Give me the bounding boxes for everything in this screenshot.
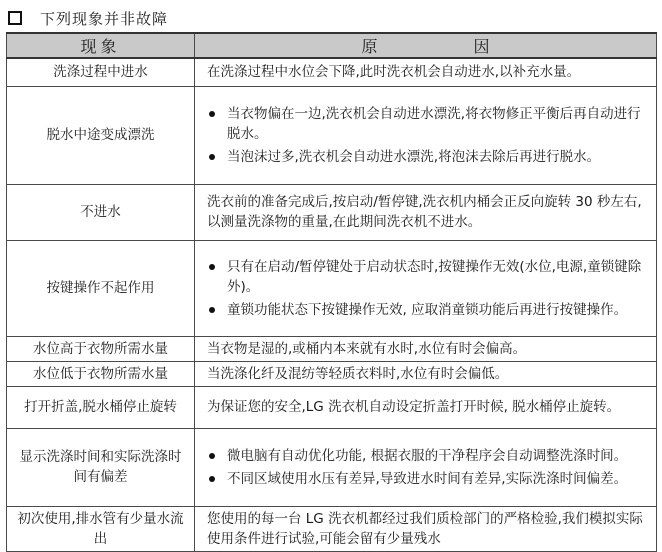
bullet-text: 当衣物偏在一边,洗衣机会自动进水漂洗,将衣物修正平衡后再自动进行脱水。	[227, 105, 641, 142]
bullet-item	[207, 104, 646, 144]
checkbox-icon	[8, 11, 22, 25]
bullet-item	[207, 446, 646, 466]
bullet-item	[207, 147, 646, 167]
cause-cell	[195, 428, 657, 506]
table-row	[7, 240, 657, 336]
phenomenon-cell: 按键操作不起作用	[7, 240, 195, 336]
header-cause-char-1: 原	[361, 37, 378, 56]
table-header-row	[7, 33, 657, 58]
phenomenon-cell: 洗涤过程中进水	[7, 58, 195, 86]
table-row	[7, 184, 657, 240]
table-row	[7, 361, 657, 386]
phenomenon-cell: 脱水中途变成漂洗	[7, 86, 195, 184]
section-title: 下列现象并非故障	[40, 9, 169, 28]
phenomenon-cell: 打开折盖,脱水桶停止旋转	[7, 386, 195, 428]
bullet-icon	[209, 111, 215, 117]
bullet-icon	[209, 476, 215, 482]
bullet-text: 微电脑有自动优化功能, 根据衣服的干净程序会自动调整洗涤时间。	[227, 447, 628, 464]
phenomenon-cell: 不进水	[7, 184, 195, 240]
bullet-icon	[209, 154, 215, 160]
header-phenomenon: 现象	[7, 33, 195, 58]
cause-cell	[195, 86, 657, 184]
cause-cell: 您使用的每一台 LG 洗衣机都经过我们质检部门的严格检验,我们模拟实际使用条件进行试验,可能会留有少量残水	[195, 506, 657, 551]
cause-cell: 当衣物是湿的,或桶内本来就有水时,水位有时会偏高。	[195, 336, 657, 361]
header-cause	[195, 33, 657, 58]
bullet-text: 只有在启动/暂停键处于启动状态时,按键操作无效(水位,电源,童锁键除外)。	[227, 258, 642, 295]
cause-cell: 在洗涤过程中水位会下降,此时洗衣机会自动进水,以补充水量。	[195, 58, 657, 86]
table-row	[7, 86, 657, 184]
table-row	[7, 506, 657, 551]
table-row	[7, 58, 657, 86]
phenomenon-cell: 显示洗涤时间和实际洗涤时间有偏差	[7, 428, 195, 506]
table-row	[7, 336, 657, 361]
header-cause-char-2: 因	[473, 37, 490, 56]
table-row	[7, 386, 657, 428]
bullet-item	[207, 469, 646, 489]
cause-cell	[195, 240, 657, 336]
bullet-text: 当泡沫过多,洗衣机会自动进水漂洗,将泡沫去除后再进行脱水。	[227, 148, 601, 165]
section-header	[8, 7, 168, 29]
cause-cell: 当洗涤化纤及混纺等轻质衣料时,水位有时会偏低。	[195, 361, 657, 386]
cause-cell: 洗衣前的准备完成后,按启动/暂停键,洗衣机内桶会正反向旋转 30 秒左右,以测量洗涤物的重量,在此期间洗衣机不进水。	[195, 184, 657, 240]
phenomenon-cell: 初次使用,排水管有少量水流出	[7, 506, 195, 551]
cause-cell: 为保证您的安全,LG 洗衣机自动设定折盖打开时候, 脱水桶停止旋转。	[195, 386, 657, 428]
bullet-icon	[209, 264, 215, 270]
troubleshooting-table	[6, 32, 657, 552]
phenomenon-cell: 水位高于衣物所需水量	[7, 336, 195, 361]
table-row	[7, 428, 657, 506]
bullet-item	[207, 257, 646, 297]
bullet-icon	[209, 307, 215, 313]
bullet-item	[207, 300, 646, 320]
bullet-icon	[209, 453, 215, 459]
phenomenon-cell: 水位低于衣物所需水量	[7, 361, 195, 386]
bullet-text: 童锁功能状态下按键操作无效, 应取消童锁功能后再进行按键操作。	[227, 301, 628, 318]
bullet-text: 不同区域使用水压有差异,导致进水时间有差异,实际洗涤时间偏差。	[227, 470, 628, 487]
